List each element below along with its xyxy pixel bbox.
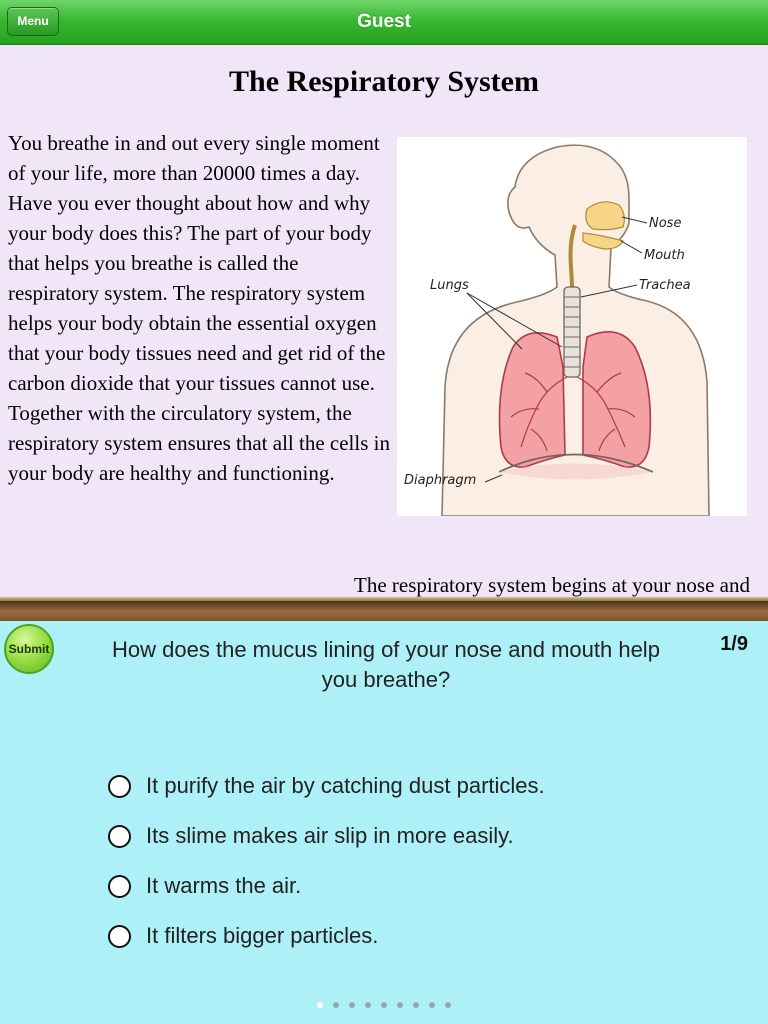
answer-option[interactable] [108,761,668,811]
radio-button[interactable] [108,775,131,798]
pane-divider[interactable] [0,597,768,621]
quiz-panel [0,621,768,1024]
answer-option[interactable] [108,861,668,911]
submit-button[interactable]: Submit [4,624,54,674]
header-title: Guest [357,11,411,32]
label-lungs: Lungs [430,278,469,293]
respiratory-diagram [397,137,747,516]
answer-option[interactable] [108,811,668,861]
lesson-paragraph: You breathe in and out every single moment of your life, more than 20000 times a day. Have you ever thought about how and why your body does this? The part of your body that helps you breathe is called the respiratory system. The respiratory system helps your body obtain the essential oxygen that your body tissues need and get rid of the carbon dioxide that your tissues cannot use. Together with the circulatory system, the respiratory system ensures that all the cells in your body are healthy and functioning. [8,131,390,485]
answer-option-label: It warms the air. [146,873,302,898]
answer-option-label: It purify the air by catching dust particles. [146,773,545,798]
quiz-question: How does the mucus lining of your nose and mouth help you breathe? [112,637,660,692]
trachea-shape [564,287,580,377]
lesson-continuation: The respiratory system begins at your nose and [354,573,750,597]
page-dot[interactable] [413,1002,419,1008]
menu-button[interactable]: Menu [7,7,59,36]
answer-options [108,761,668,961]
reading-pane[interactable] [0,45,768,597]
answer-option-label: It filters bigger particles. [146,923,379,948]
radio-button[interactable] [108,825,131,848]
page-indicator[interactable] [0,1002,768,1008]
answer-option[interactable] [108,911,668,961]
question-counter: 1/9 [720,633,748,655]
page-dot[interactable] [445,1002,451,1008]
page-dot[interactable] [333,1002,339,1008]
lesson-title: The Respiratory System [229,65,539,98]
radio-button[interactable] [108,875,131,898]
page-dot-active[interactable] [317,1002,323,1008]
nasal-cavity-shape [586,202,624,230]
answer-option-label: Its slime makes air slip in more easily. [146,823,514,848]
page-dot[interactable] [429,1002,435,1008]
page-dot[interactable] [349,1002,355,1008]
top-bar [0,0,768,45]
label-trachea: Trachea [639,278,691,293]
respiratory-diagram-illustration [397,137,747,516]
label-diaphragm: Diaphragm [404,473,477,488]
label-mouth: Mouth [644,248,685,263]
radio-button[interactable] [108,925,131,948]
label-nose: Nose [649,216,682,231]
page-dot[interactable] [381,1002,387,1008]
page-dot[interactable] [365,1002,371,1008]
page-dot[interactable] [397,1002,403,1008]
